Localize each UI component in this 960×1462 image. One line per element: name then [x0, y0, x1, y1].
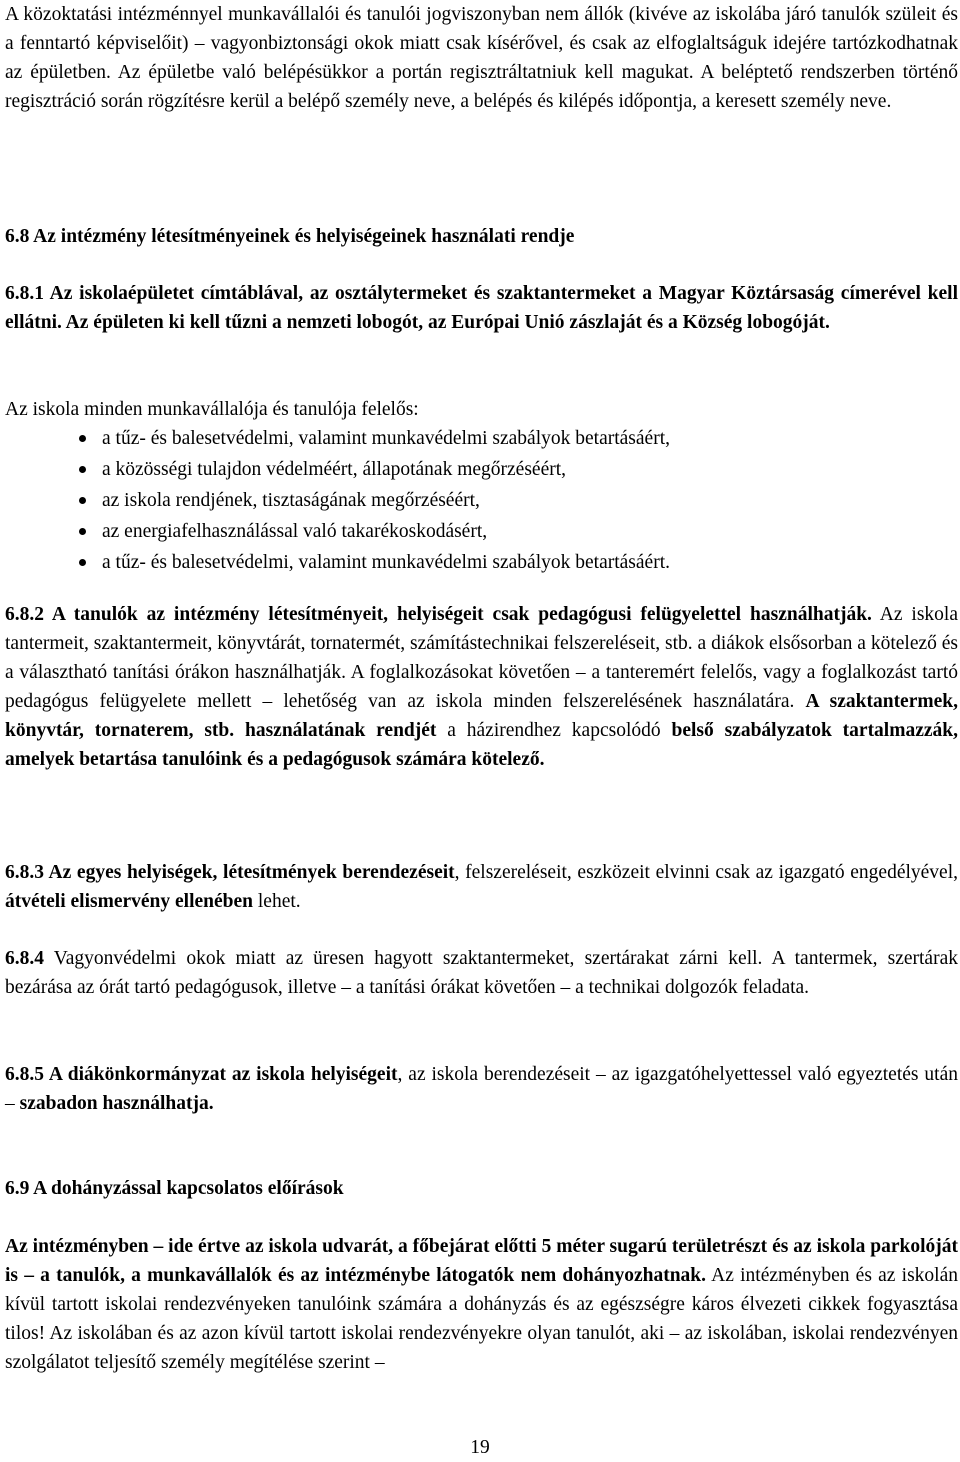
intro-paragraph: A közoktatási intézménnyel munkavállalói és tanulói jogviszonyban nem állók (kivéve az iskolába járó tanulók szüleit és a fenntartó képviselőit) – vagyonbiztonsági okok miatt csak kísérővel, és csak az elfoglaltságuk idejére tartózkodhatnak az épületben. Az épületbe való belépésükkor a portán regisztráltatniuk kell magukat. A beléptető rendszerben történő regisztráció során rögzítésre kerül a belépő személy neve, a belépés és kilépés időpontja, a keresett személy neve. [5, 4, 958, 112]
paragraph-6-8-4-text-a: Vagyonvédelmi okok miatt az üresen hagyott szaktantermeket, szertárakat zárni kell. A tantermek, szertárak bezárása az órát tartó pedagógusok, illetve – a tanítási órákat követően – a technikai dolgozók feladata. [5, 948, 958, 998]
section-heading-6-9: 6.9 A dohányzással kapcsolatos előírások [5, 1178, 344, 1199]
list-item-text: a tűz- és balesetvédelmi, valamint munkavédelmi szabályok betartásáért. [102, 552, 670, 573]
paragraph-6-9-text-a: Az intézményben és az iskolán kívül tartott iskolai rendezvényeken tanulóink számára a dohányzás és az egészségre káros élvezeti cikkek fogyasztása tilos! Az iskolában és az azon kívül tartott iskolai rendezvényekre olyan tanulót, aki – az iskolában, iskolai rendezvényen szolgálatot teljesítő személy megítélése szerint – [5, 1265, 958, 1373]
bullet-icon [79, 497, 86, 504]
paragraph-6-8-2-bold-b: A szaktantermek, könyvtár, tornaterem, stb. [5, 691, 958, 741]
paragraph-6-8-4-bold-a: 6.8.4 [5, 948, 44, 969]
paragraph-6-9-bold-a: Az intézményben – ide értve az iskola udvarát, a főbejárat előtti 5 méter sugarú területrészt és az iskola parkolóját is – a tanulók, a munkavállalók és az intézménybe látogatók nem dohányozhatnak. [5, 1236, 958, 1286]
paragraph-6-8-2-text-a: Az iskola tantermeit, szaktantermeit, könyvtárát, tornatermét, számítástechnikai felszereléseit, stb. a diákok elsősorban a kötelező és a választható tanítási órákon használhatják. A foglalkozásokat követően – a tanteremért felelős, vagy a foglalkozást tartó pedagógus felügyelete mellett – lehetőség van az iskola minden felszerelésének használatára. [5, 604, 958, 712]
bullet-icon [79, 559, 86, 566]
paragraph-6-9 [5, 1232, 958, 1377]
paragraph-6-8-4 [5, 944, 958, 1002]
page-number: 19 [470, 1437, 490, 1458]
paragraph-6-8-1-bold-b: Az épületen ki kell tűzni a nemzeti lobogót, az Európai Unió zászlaját és a Község lobogóját. [61, 312, 830, 333]
paragraph-6-8-3-bold-b: átvételi elismervény ellenében [5, 891, 254, 912]
paragraph-6-8-5-bold-a: 6.8.5 A diákönkormányzat az iskola helyiségeit [5, 1064, 398, 1085]
list-item [5, 485, 958, 516]
paragraph-6-8-5-text-a: , az iskola berendezéseit – az igazgatóhelyettessel való egyeztetés után – [5, 1064, 958, 1114]
paragraph-6-8-5-bold-b: szabadon használhatja. [19, 1093, 214, 1114]
list-item [5, 454, 958, 485]
paragraph-6-8-2-text-b [234, 720, 245, 741]
paragraph-6-8-2-bold-c: használatának rendjét [245, 720, 437, 741]
paragraph-6-8-1 [5, 279, 958, 337]
paragraph-6-8-1-bold-a: 6.8.1 Az iskolaépületet címtáblával, az osztálytermeket és szaktantermeket a Magyar Köztársaság címerével kell ellátni. [5, 283, 958, 333]
paragraph-6-8-3-bold-a: 6.8.3 Az egyes helyiségek, létesítmények berendezéseit [5, 862, 455, 883]
bullet-icon [79, 528, 86, 535]
list-item-text: a közösségi tulajdon védelméért, állapotának megőrzéséért, [102, 459, 567, 480]
bullet-icon [79, 435, 86, 442]
list-item [5, 423, 958, 454]
list-item-text: az iskola rendjének, tisztaságának megőrzéséért, [102, 490, 480, 511]
paragraph-6-8-3-text-a: , felszereléseit, eszközeit elvinni csak az igazgató engedélyével, [454, 862, 958, 883]
paragraph-6-8-2 [5, 600, 958, 774]
paragraph-6-8-5 [5, 1060, 958, 1118]
paragraph-6-8-3-text-b: lehet. [253, 891, 301, 912]
responsibility-intro: Az iskola minden munkavállalója és tanulója felelős: [5, 399, 419, 420]
paragraph-6-8-2-bold-d: belső szabályzatok tartalmazzák, amelyek betartása tanulóink és a pedagógusok számára kötelező. [5, 720, 958, 770]
paragraph-6-8-2-bold-a: 6.8.2 A tanulók az intézmény létesítményeit, helyiségeit csak pedagógusi felügyelettel használhatják. [5, 604, 872, 625]
list-item-text: az energiafelhasználással való takarékoskodásért, [102, 521, 488, 542]
list-item-text: a tűz- és balesetvédelmi, valamint munkavédelmi szabályok betartásáért, [102, 428, 670, 449]
responsibility-list [5, 423, 958, 578]
list-item [5, 516, 958, 547]
bullet-icon [79, 466, 86, 473]
section-heading-6-8: 6.8 Az intézmény létesítményeinek és helyiségeinek használati rendje [5, 226, 575, 247]
paragraph-6-8-3 [5, 858, 958, 916]
list-item [5, 547, 958, 578]
paragraph-6-8-2-text-c: a házirendhez kapcsolódó [436, 720, 672, 741]
